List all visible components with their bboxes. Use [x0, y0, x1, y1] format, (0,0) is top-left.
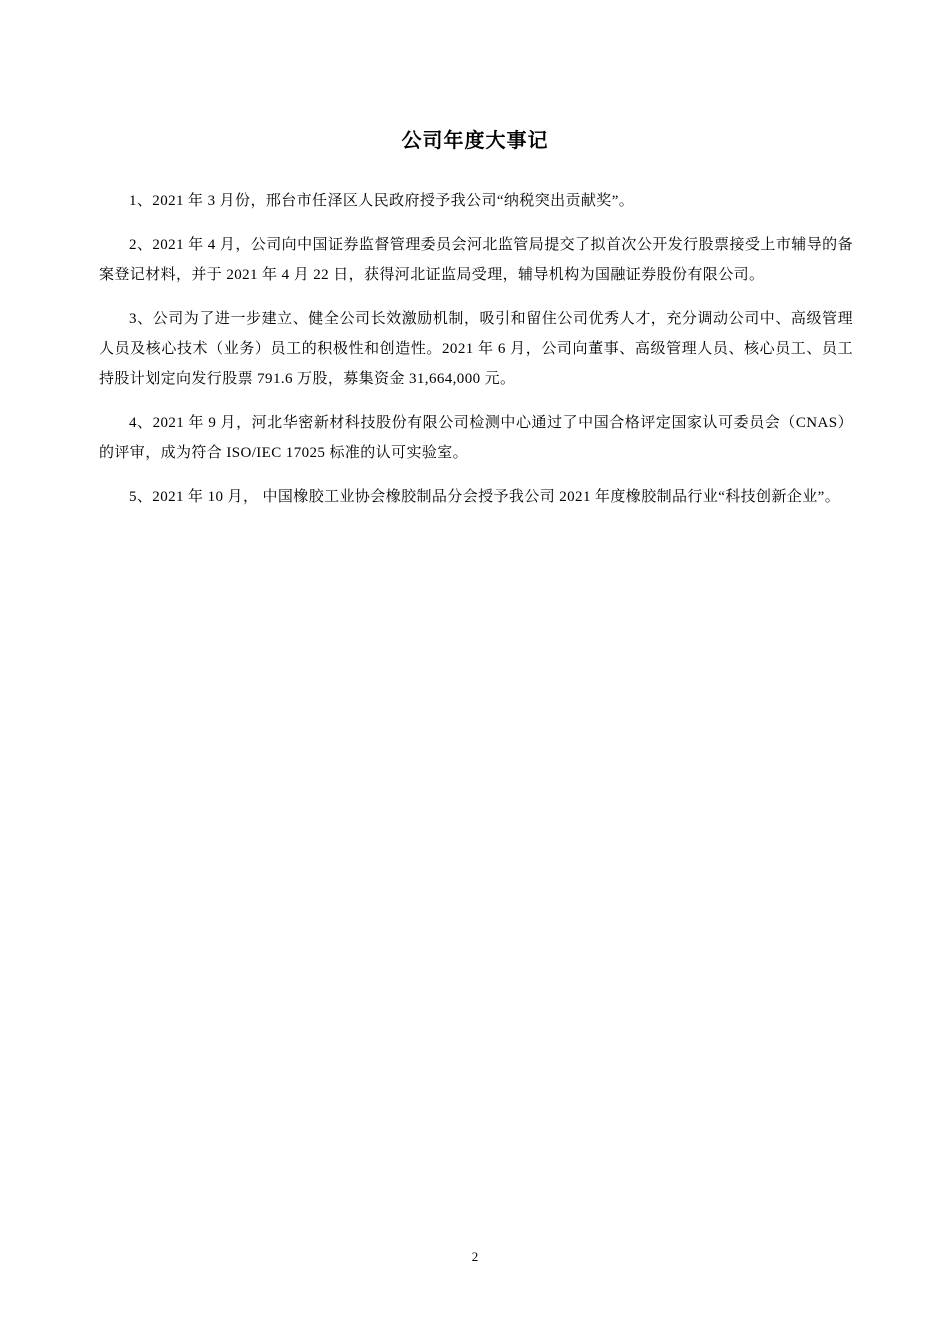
- event-paragraph-4: 4、2021 年 9 月，河北华密新材科技股份有限公司检测中心通过了中国合格评定国家认可委员会（CNAS）的评审，成为符合 ISO/IEC 17025 标准的认可实验室。: [99, 415, 853, 461]
- page-number: 2: [471, 1249, 479, 1264]
- events-list: [99, 186, 853, 526]
- page-title: 公司年度大事记: [401, 128, 549, 152]
- event-paragraph-3: 3、公司为了进一步建立、健全公司长效激励机制，吸引和留住公司优秀人才，充分调动公司中、高级管理人员及核心技术（业务）员工的积极性和创造性。2021 年 6 月，公司向董事、高级管理人员、核心员工、员工持股计划定向发行股票 791.6 万股，募集资金 31,664,000 元。: [99, 311, 853, 387]
- event-paragraph-5: 5、2021 年 10 月， 中国橡胶工业协会橡胶制品分会授予我公司 2021 年度橡胶制品行业“科技创新企业”。: [129, 489, 841, 505]
- event-paragraph-1: 1、2021 年 3 月份，邢台市任泽区人民政府授予我公司“纳税突出贡献奖”。: [129, 193, 635, 209]
- event-paragraph-2: 2、2021 年 4 月，公司向中国证券监督管理委员会河北监管局提交了拟首次公开发行股票接受上市辅导的备案登记材料，并于 2021 年 4 月 22 日，获得河北证监局受理，辅导机构为国融证券股份有限公司。: [99, 237, 853, 283]
